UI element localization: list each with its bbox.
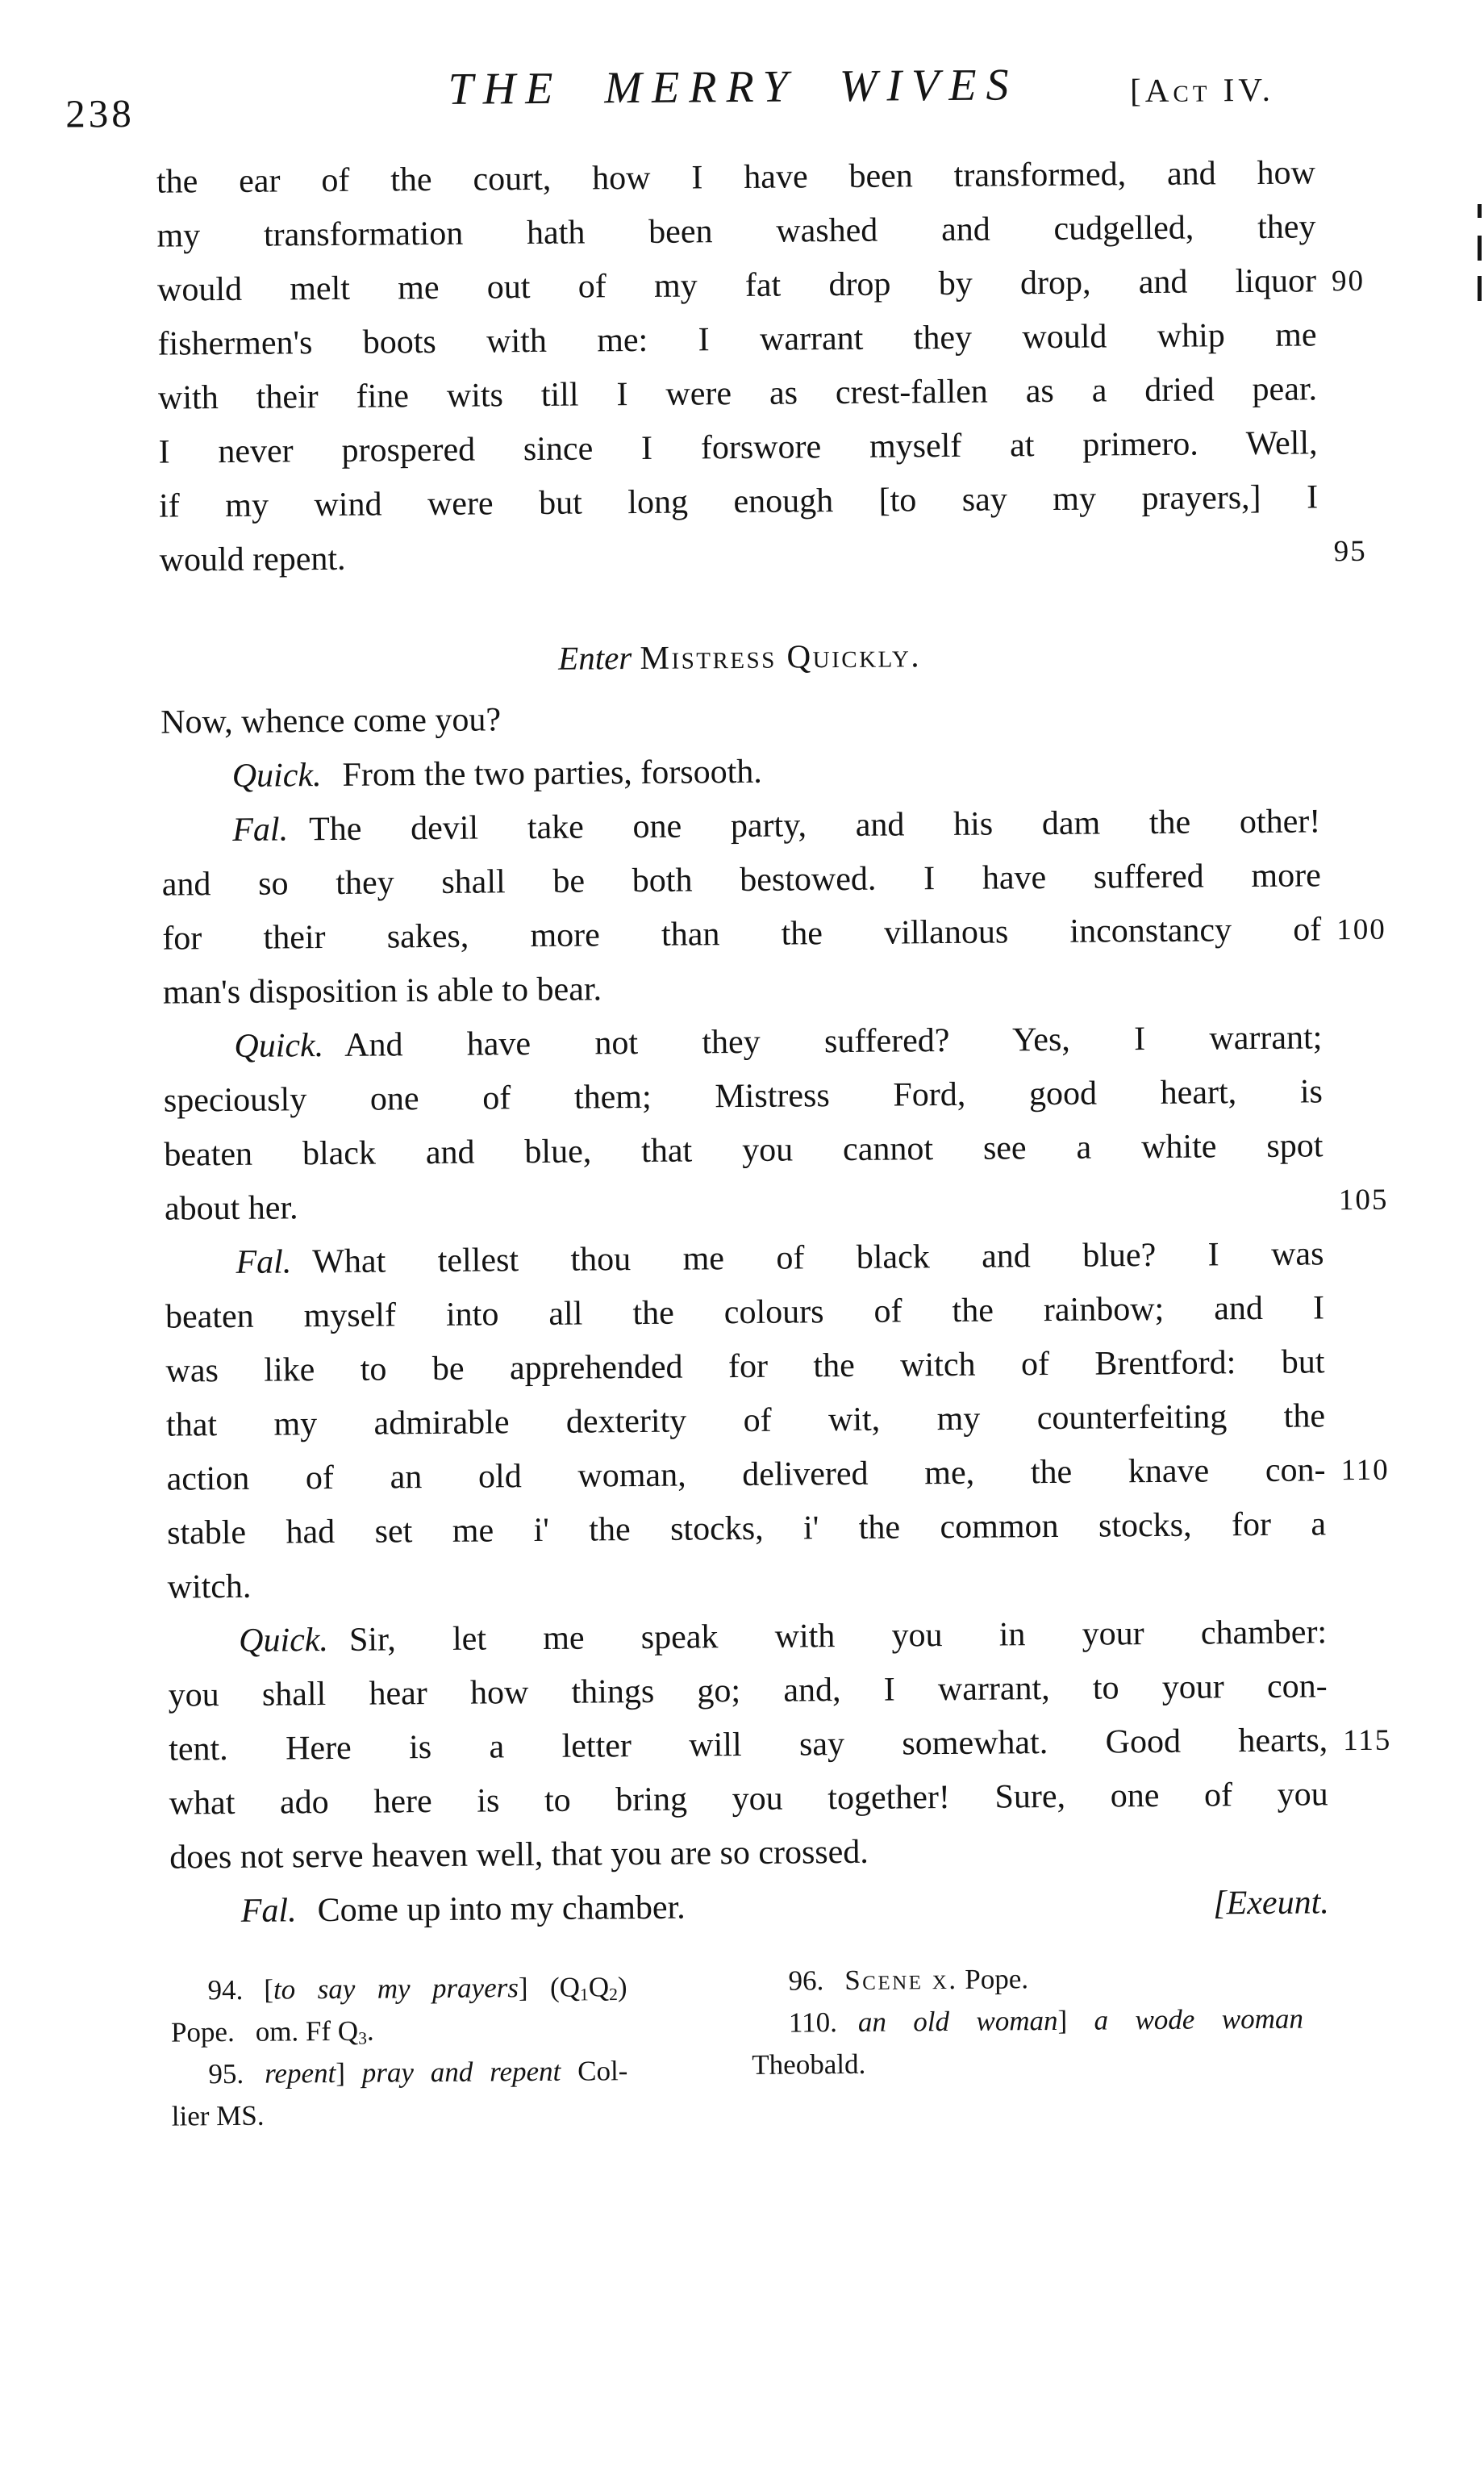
speaker-name: Quick.	[234, 1027, 324, 1065]
text-segment: with their fine wits till I were as crest-fallen as a dried pear.	[157, 370, 1318, 417]
speaker-name: 96.	[788, 1964, 824, 1997]
text-line	[157, 308, 1316, 371]
text-segment: the ear of the court, how I have been transformed, and how	[156, 154, 1316, 201]
stage-direction	[160, 625, 1319, 688]
text-segment: lier MS.	[171, 2099, 265, 2132]
text-line	[169, 1822, 1328, 1885]
edge-mark	[1478, 204, 1482, 218]
text-line	[156, 254, 1365, 317]
text-line	[169, 1714, 1392, 1776]
act-label: [Act IV.	[1129, 70, 1275, 110]
text-segment: And have not they suffered? Yes, I warrant;	[344, 1019, 1323, 1064]
text-line	[159, 470, 1318, 533]
text-segment: Mistress Quickly.	[640, 637, 922, 676]
speaker-name: Pope.	[170, 2015, 235, 2048]
text-segment: would melt me out of my fat drop by drop, and liquor	[156, 262, 1317, 309]
line-number: 115	[1343, 1723, 1392, 1758]
text-line	[164, 1119, 1323, 1182]
text-segment: om. Ff Q	[255, 2014, 359, 2048]
text-segment: )	[617, 1971, 627, 2003]
text-segment: ]	[1057, 2004, 1094, 2036]
text-line	[165, 1335, 1324, 1398]
footnotes-right-column	[751, 1956, 1303, 2086]
speaker-name: Quick.	[231, 757, 322, 795]
text-line	[752, 1998, 1303, 2044]
text-segment: Q	[588, 1971, 610, 2003]
footnotes-left-column	[170, 1966, 628, 2137]
falstaff-speech-continuation	[156, 146, 1367, 587]
text-line	[161, 795, 1320, 858]
line-number: 100	[1336, 912, 1386, 947]
text-line	[156, 146, 1315, 209]
text-line	[160, 741, 1319, 804]
text-segment: stable had set me i' the stocks, i' the common stocks, for a	[166, 1505, 1327, 1552]
text-segment: Pope.	[957, 1963, 1029, 1995]
text-segment: man's disposition is able to bear.	[162, 971, 602, 1012]
text-segment: you shall hear how things go; and, I warrant, to your con-	[168, 1668, 1328, 1714]
text-segment: pray and repent	[361, 2055, 561, 2089]
text-line	[170, 1966, 627, 2011]
text-segment: Sir, let me speak with you in your chamber:	[348, 1614, 1328, 1659]
text-line	[165, 1227, 1324, 1290]
speaker-name: Fal.	[240, 1892, 297, 1930]
text-segment: Come up into my chamber.	[317, 1889, 686, 1930]
text-segment: fishermen's boots with me: I warrant they would whip me	[157, 316, 1317, 363]
text-segment: does not serve heaven well, that you are so crossed.	[169, 1833, 869, 1877]
text-segment: was like to be apprehended for the witch of Brentford: but	[165, 1343, 1325, 1390]
speaker-name: Fal.	[236, 1243, 292, 1281]
text-line	[751, 1956, 1303, 2002]
text-line	[166, 1443, 1390, 1506]
text-segment: action of an old woman, delivered me, the knave con-	[166, 1451, 1326, 1498]
text-line	[171, 2008, 627, 2053]
text-segment: for their sakes, more than the villanous inconstancy of	[162, 911, 1322, 958]
text-line	[166, 1389, 1325, 1452]
text-line	[162, 849, 1321, 912]
text-segment: ]	[336, 2056, 362, 2089]
text-segment: .	[366, 2014, 374, 2047]
text-line	[160, 687, 1319, 749]
text-line	[170, 1876, 1329, 1939]
text-segment: Scene x.	[844, 1963, 958, 1997]
edge-mark	[1478, 276, 1482, 301]
text-segment: 2	[609, 1985, 619, 2005]
dialogue-block	[160, 687, 1392, 1939]
line-number: 105	[1338, 1183, 1389, 1217]
text-line	[159, 524, 1367, 587]
running-title: THE MERRY WIVES	[448, 60, 1019, 115]
text-line	[156, 200, 1315, 263]
text-segment: would repent.	[159, 540, 346, 579]
text-line	[172, 2092, 628, 2137]
text-segment: speciously one of them; Mistress Ford, good heart, is	[163, 1073, 1324, 1120]
speaker-name: Quick.	[238, 1622, 329, 1660]
text-segment: Now, whence come you?	[160, 701, 502, 741]
text-segment: beaten myself into all the colours of the rainbow; and I	[165, 1289, 1325, 1336]
text-segment: if my wind were but long enough [to say my prayers,] I	[158, 478, 1319, 525]
text-segment: 1	[579, 1985, 589, 2005]
text-segment: repent	[264, 2056, 336, 2090]
text-segment: about her.	[164, 1189, 298, 1228]
text-line	[168, 1605, 1327, 1668]
text-segment: What tellest thou me of black and blue? I was	[312, 1235, 1324, 1281]
text-line	[167, 1497, 1326, 1560]
speaker-name: Fal.	[232, 811, 289, 849]
line-number: 110	[1340, 1453, 1390, 1488]
text-line	[163, 1011, 1322, 1074]
text-line	[158, 416, 1317, 479]
text-line	[163, 957, 1322, 1020]
text-segment: an old woman	[857, 2004, 1058, 2038]
text-line	[171, 2050, 627, 2095]
text-line	[162, 903, 1386, 966]
speaker-name: 95.	[208, 2057, 244, 2090]
speaker-name: 94.	[207, 1973, 244, 2006]
text-line	[169, 1768, 1328, 1831]
text-segment: Col-	[561, 2055, 628, 2087]
text-segment: From the two parties, forsooth.	[342, 753, 762, 794]
text-segment: that my admirable dexterity of wit, my counterfeiting the	[165, 1397, 1326, 1444]
text-segment: witch.	[167, 1568, 252, 1606]
text-line	[158, 362, 1317, 425]
text-segment: what ado here is to bring you together! Sure, one of you	[169, 1776, 1328, 1822]
text-line	[164, 1065, 1323, 1128]
page-number: 238	[65, 90, 135, 136]
text-segment: 3	[358, 2028, 368, 2048]
edge-mark	[1478, 236, 1482, 261]
text-segment: [	[264, 1973, 274, 2006]
text-segment: ] (Q	[518, 1971, 581, 2004]
speaker-name: 110.	[788, 2006, 838, 2039]
line-number: 95	[1333, 534, 1367, 569]
text-segment: Enter	[558, 638, 640, 677]
text-line	[168, 1660, 1327, 1722]
text-segment: a wode woman	[1094, 2002, 1304, 2036]
text-segment: The devil take one party, and his dam the other!	[308, 803, 1321, 849]
text-segment: I never prospered since I forswore myself at primero. Well,	[158, 424, 1318, 471]
text-segment: tent. Here is a letter will say somewhat. Good hearts,	[169, 1722, 1328, 1768]
text-segment: and so they shall be both bestowed. I have suffered more	[161, 857, 1321, 904]
text-segment: [Exeunt.	[1213, 1884, 1329, 1923]
text-segment: to say my prayers	[273, 1972, 519, 2006]
text-line	[165, 1281, 1324, 1344]
text-segment: my transformation hath been washed and cudgelled, they	[156, 208, 1316, 255]
text-segment: beaten black and blue, that you cannot see a white spot	[164, 1127, 1324, 1174]
text-segment: Theobald.	[752, 2048, 866, 2081]
text-line	[752, 2040, 1303, 2086]
text-line	[167, 1551, 1326, 1614]
line-number: 90	[1331, 264, 1365, 299]
text-line	[164, 1173, 1389, 1236]
